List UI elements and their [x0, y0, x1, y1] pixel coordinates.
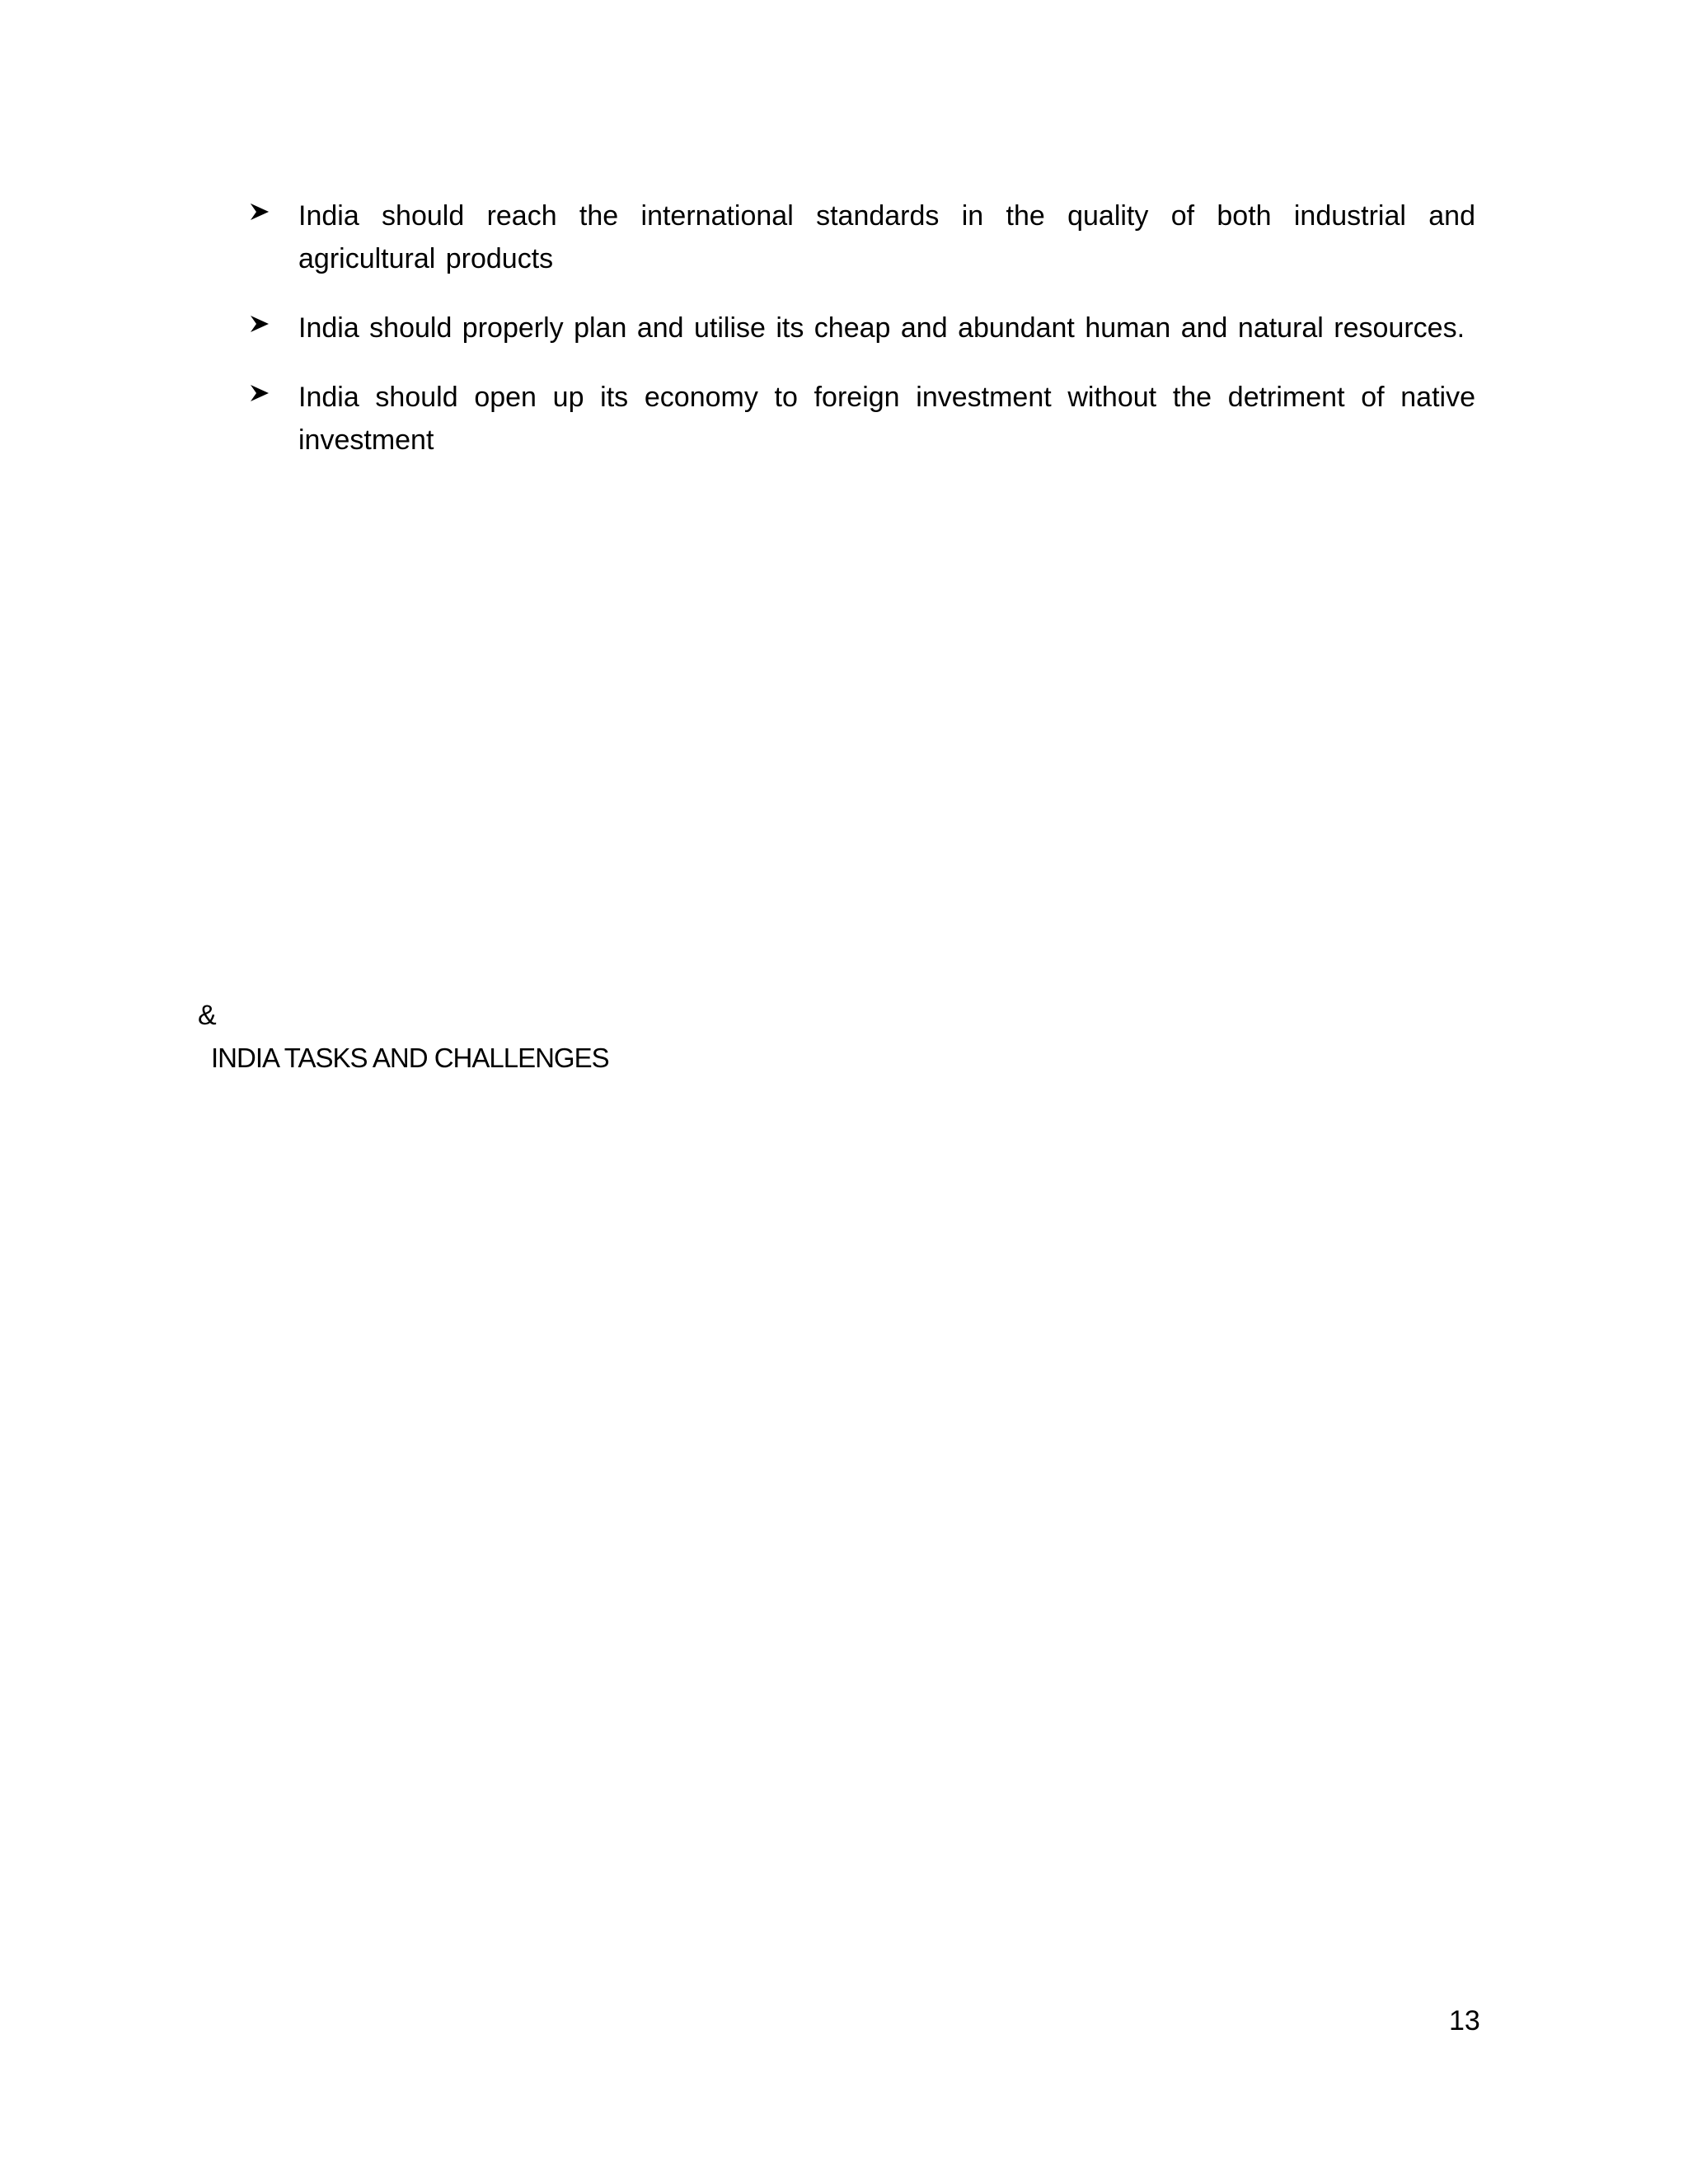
- ampersand-mark: &: [198, 1000, 217, 1031]
- arrow-bullet-icon: [249, 201, 270, 223]
- footer-title: INDIA TASKS AND CHALLENGES: [211, 1043, 609, 1073]
- bullet-text: India should open up its economy to foreign investment without the detriment of native investment: [298, 382, 1475, 456]
- bullet-text: India should properly plan and utilise its cheap and abundant human and natural resources.: [298, 312, 1465, 344]
- bullet-list: [247, 194, 1475, 488]
- arrow-bullet-icon: [249, 313, 270, 335]
- bullet-text: India should reach the international standards in the quality of both industrial and agricultural products: [298, 200, 1475, 274]
- list-item: [247, 376, 1475, 462]
- arrow-bullet-icon: [249, 382, 270, 404]
- page-number: 13: [1449, 2005, 1480, 2036]
- list-item: [247, 194, 1475, 280]
- list-item: [247, 307, 1475, 349]
